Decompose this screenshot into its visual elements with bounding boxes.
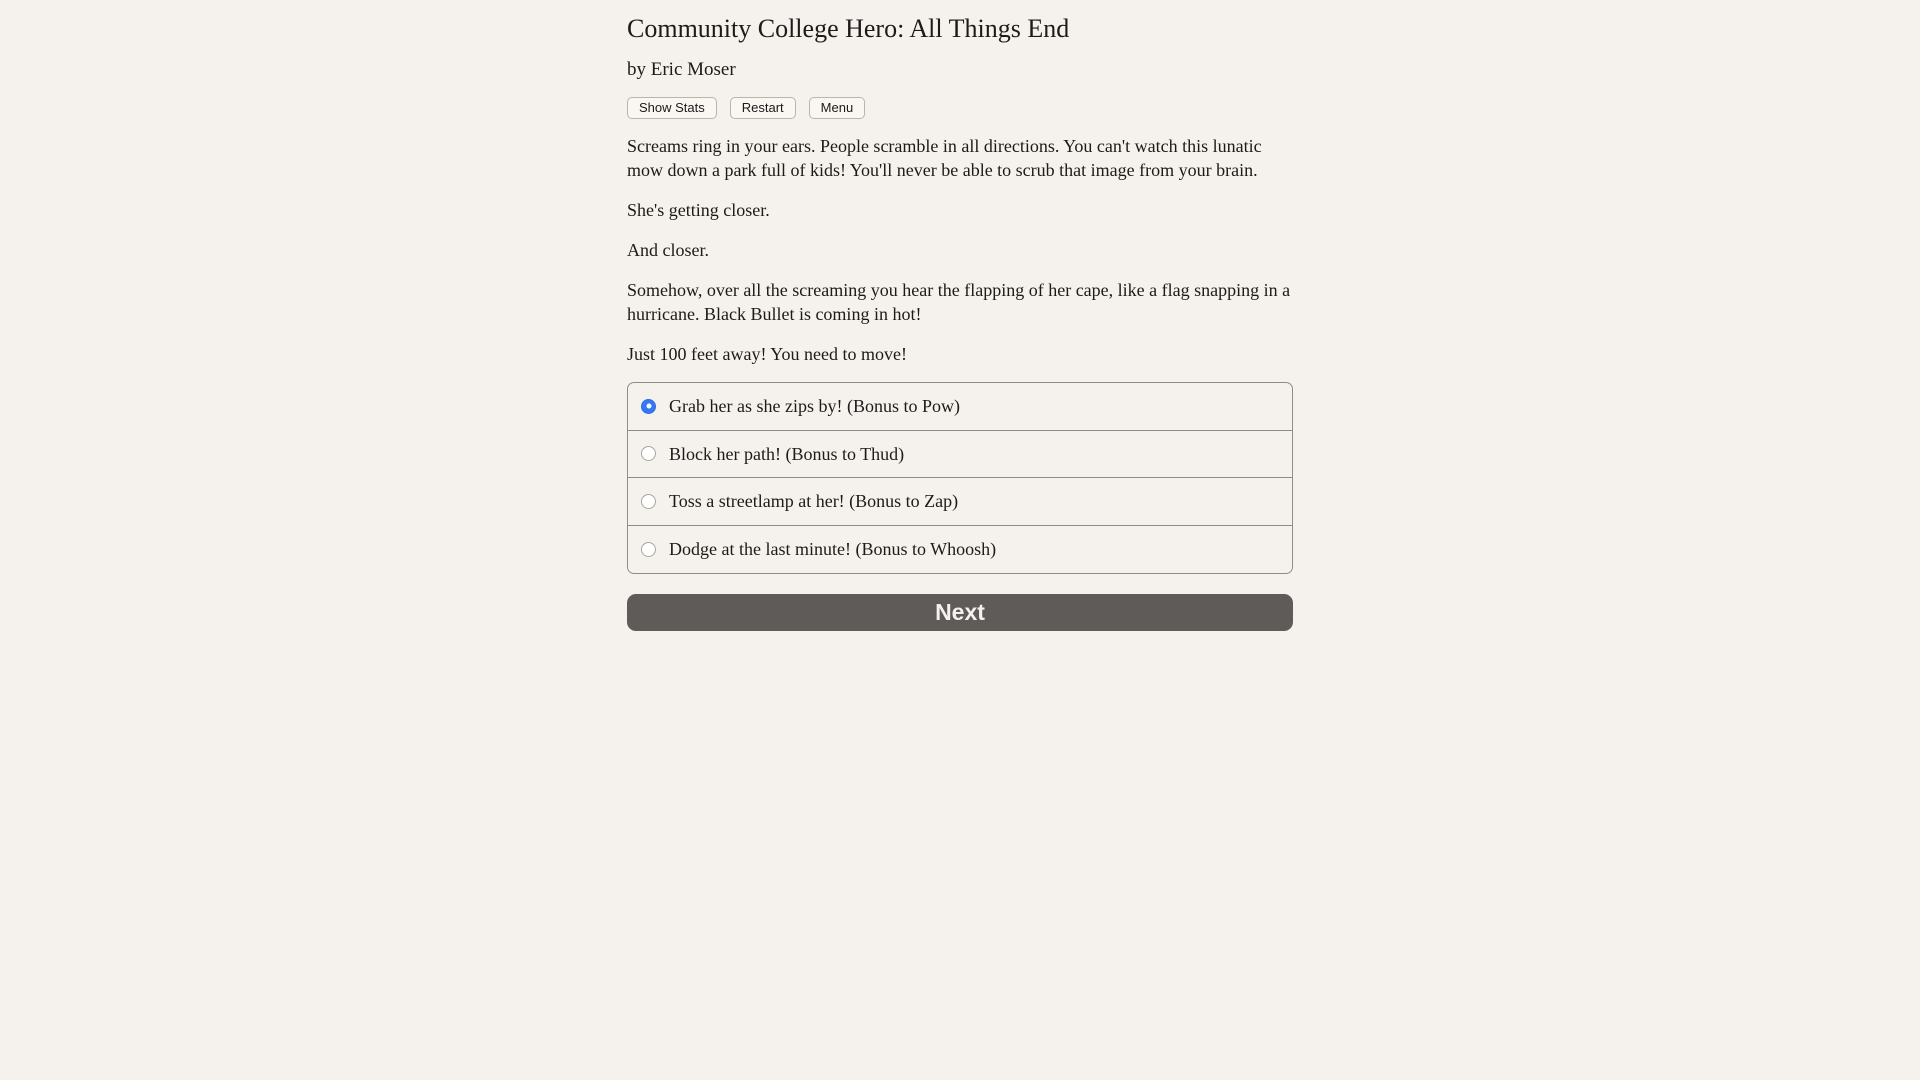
story-paragraph: She's getting closer. bbox=[627, 200, 770, 220]
radio-button-icon[interactable] bbox=[641, 494, 656, 509]
choice-option[interactable] bbox=[628, 383, 1292, 431]
story-paragraph: Just 100 feet away! You need to move! bbox=[627, 344, 907, 364]
radio-button-icon[interactable] bbox=[641, 446, 656, 461]
radio-button-icon[interactable] bbox=[641, 542, 656, 557]
choice-option[interactable] bbox=[628, 478, 1292, 526]
restart-button[interactable]: Restart bbox=[730, 97, 796, 119]
choice-option-label: Toss a streetlamp at her! (Bonus to Zap) bbox=[669, 491, 959, 512]
story-paragraph: And closer. bbox=[627, 240, 709, 260]
game-title: Community College Hero: All Things End bbox=[627, 14, 1070, 43]
menu-button[interactable]: Menu bbox=[809, 97, 866, 119]
next-button[interactable]: Next bbox=[627, 594, 1293, 631]
choice-group bbox=[627, 382, 1293, 574]
choice-option[interactable] bbox=[628, 526, 1292, 574]
story-paragraph: Screams ring in your ears. People scramble in all directions. You can't watch this lunatic mow down a park full of kids! You'll never be able to scrub that image from your brain. bbox=[627, 136, 1262, 180]
story-text bbox=[627, 134, 1293, 366]
game-content bbox=[627, 0, 1293, 631]
show-stats-button[interactable]: Show Stats bbox=[627, 97, 717, 119]
choice-option-label: Grab her as she zips by! (Bonus to Pow) bbox=[669, 396, 960, 417]
radio-button-icon[interactable] bbox=[641, 399, 656, 414]
choice-option[interactable] bbox=[628, 431, 1292, 479]
choice-option-label: Dodge at the last minute! (Bonus to Whoosh) bbox=[669, 539, 997, 560]
toolbar bbox=[627, 97, 1293, 119]
choice-option-label: Block her path! (Bonus to Thud) bbox=[669, 443, 905, 464]
story-paragraph: Somehow, over all the screaming you hear the flapping of her cape, like a flag snapping in a hurricane. Black Bullet is coming in hot! bbox=[627, 280, 1291, 324]
game-author: by Eric Moser bbox=[627, 59, 736, 80]
